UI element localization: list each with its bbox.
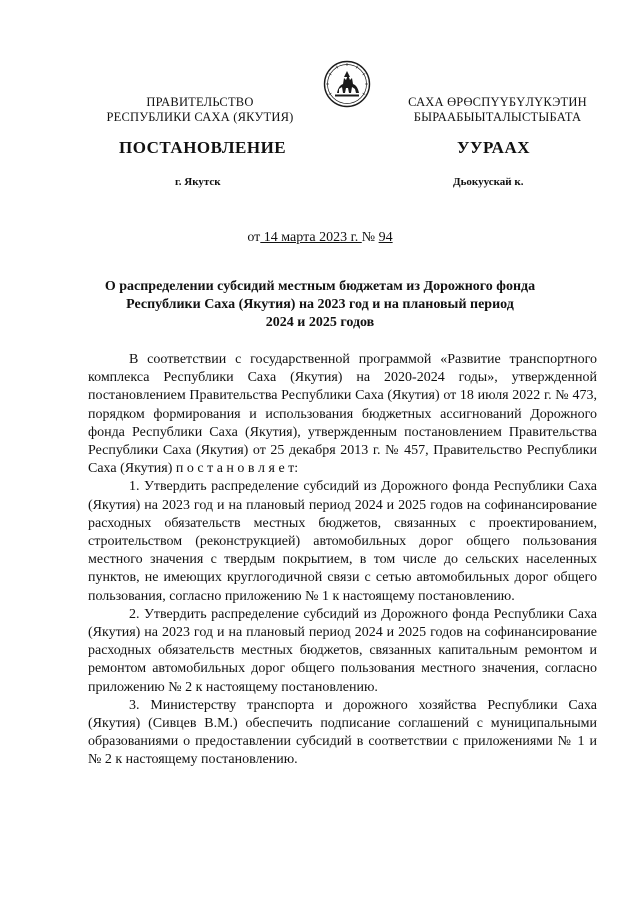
number-label: № [361,230,379,245]
item-2-paragraph: 2. Утвердить распределение субсидий из Дорожного фонда Республики Саха (Якутия) на 2023 год и на плановый период 2024 и 2025 годов на софинансирование расходных обязательств местных бюджетов, связанных капитальным ремонтом и ремонтом автомобильных дорог общего пользования местного значения, согласно приложению № 2 к настоящему постановлению. [88,606,597,695]
intro-paragraph: В соответствии с государственной программой «Развитие транспортного комплекса Республики Саха (Якутия) на 2020-2024 годы», утвержденной постановлением Правительства Республики Саха (Якутия) от 18 июля 2022 г. № 473, порядком формирования и использования бюджетных ассигнований Дорожного фонда Республики Саха (Якутия), утвержденным постановлением Правительства Республики Саха (Якутия) от 25 декабря 2013 г. № 457, Правительство Республики Саха (Якутия) п о с т а н о в л я е т: [88,352,597,477]
org-name-sakha-line2: БЫРААБЫЫТАЛЫСТЫБАТА [413,110,582,124]
title-line2: Республики Саха (Якутия) на 2023 год и на плановый период [126,297,514,312]
org-name-russian [95,95,305,125]
document-body [88,351,597,770]
org-name-ru-line2: РЕСПУБЛИКИ САХА (ЯКУТИЯ) [106,110,294,124]
org-name-ru-line1: ПРАВИТЕЛЬСТВО [146,95,254,109]
coat-of-arms-emblem-icon [323,60,371,108]
city-russian: г. Якутск [175,176,221,188]
date-and-number [0,230,640,246]
title-line1: О распределении субсидий местным бюджетам из Дорожного фонда [104,279,536,294]
date-value: 14 марта 2023 г. [260,230,362,245]
document-title [80,278,560,332]
item-3-paragraph: 3. Министерству транспорта и дорожного хозяйства Республики Саха (Якутия) (Сивцев В.М.) обеспечить подписание соглашений с муниципальными образованиями о предоставлении субсидий в соответствии с приложениями № 1 и № 2 к настоящему постановлению. [88,697,597,768]
doc-type-russian: ПОСТАНОВЛЕНИЕ [119,138,287,157]
title-line3: 2024 и 2025 годов [265,315,375,330]
city-sakha: Дьокуускай к. [453,176,524,188]
org-name-sakha-line1: САХА ӨРӨСПҮҮБҮЛҮКЭТИН [408,95,587,109]
date-prefix: от [247,230,261,245]
org-name-sakha [385,95,610,125]
doc-type-sakha: УУРААХ [457,138,530,157]
item-1-paragraph: 1. Утвердить распределение субсидий из Дорожного фонда Республики Саха (Якутия) на 2023 год и на плановый период 2024 и 2025 годов на софинансирование расходных обязательств местных бюджетов, связанных с проектированием, строительством (реконструкцией) автомобильных дорог общего пользования местного значения с твердым покрытием, в том числе до сельских населенных пунктов, не имеющих круглогодичной связи с сетью автомобильных дорог общего пользования, согласно приложению № 1 к настоящему постановлению. [88,479,597,604]
number-value: 94 [378,230,393,245]
